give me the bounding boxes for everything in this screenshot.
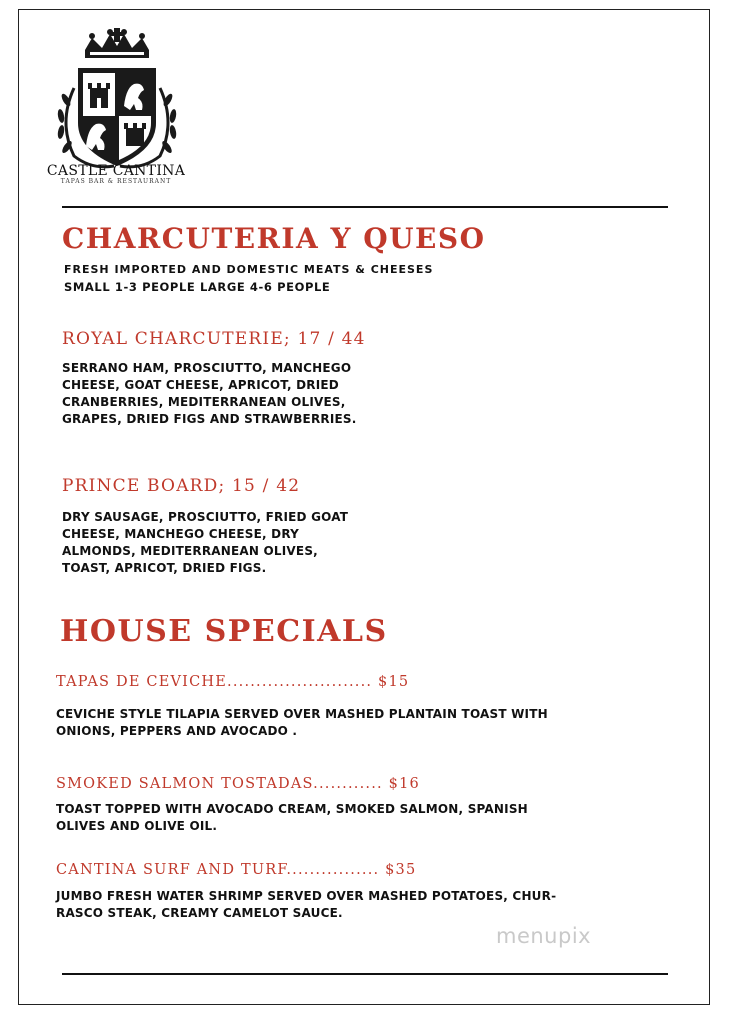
charcuteria-subtitle-1: FRESH IMPORTED AND DOMESTIC MEATS & CHEESES (64, 263, 434, 276)
desc-line: ALMONDS, MEDITERRANEAN OLIVES, (62, 544, 318, 558)
item-desc-royal-charcuterie (62, 360, 382, 428)
section-title-charcuteria: CHARCUTERIA Y QUESO (62, 222, 486, 255)
desc-line: CHEESE, GOAT CHEESE, APRICOT, DRIED (62, 378, 339, 392)
item-title-cantina-surf-and-turf: CANTINA SURF AND TURF................ $35 (56, 862, 417, 878)
desc-line: TOAST TOPPED WITH AVOCADO CREAM, SMOKED SALMON, SPANISH (56, 802, 528, 816)
brand-name: CASTLE CANTINA (46, 163, 186, 179)
bottom-divider (62, 973, 668, 975)
item-desc-smoked-salmon-tostadas (56, 801, 576, 835)
desc-line: GRAPES, DRIED FIGS AND STRAWBERRIES. (62, 412, 357, 426)
desc-line: JUMBO FRESH WATER SHRIMP SERVED OVER MASHED POTATOES, CHUR- (56, 889, 557, 903)
item-desc-cantina-surf-and-turf (56, 888, 576, 922)
desc-line: CHEESE, MANCHEGO CHEESE, DRY (62, 527, 300, 541)
top-divider (62, 206, 668, 208)
desc-line: OLIVES AND OLIVE OIL. (56, 819, 218, 833)
desc-line: CEVICHE STYLE TILAPIA SERVED OVER MASHED PLANTAIN TOAST WITH (56, 707, 548, 721)
desc-line: ONIONS, PEPPERS AND AVOCADO . (56, 724, 298, 738)
brand-tagline: TAPAS BAR & RESTAURANT (60, 178, 172, 185)
item-title-royal-charcuterie: ROYAL CHARCUTERIE; 17 / 44 (62, 329, 366, 349)
item-desc-tapas-de-ceviche (56, 706, 576, 740)
desc-line: TOAST, APRICOT, DRIED FIGS. (62, 561, 267, 575)
menupix-watermark: menupix (496, 924, 592, 948)
item-desc-prince-board (62, 509, 382, 577)
desc-line: SERRANO HAM, PROSCIUTTO, MANCHEGO (62, 361, 352, 375)
crown-icon (85, 28, 149, 58)
item-title-prince-board: PRINCE BOARD; 15 / 42 (62, 476, 301, 496)
desc-line: RASCO STEAK, CREAMY CAMELOT SAUCE. (56, 906, 343, 920)
section-title-house-specials: HOUSE SPECIALS (60, 614, 388, 649)
item-title-tapas-de-ceviche: TAPAS DE CEVICHE......................... $15 (56, 674, 410, 690)
charcuteria-subtitle-2: SMALL 1-3 PEOPLE LARGE 4-6 PEOPLE (64, 280, 331, 294)
shield-icon (78, 68, 156, 166)
desc-line: CRANBERRIES, MEDITERRANEAN OLIVES, (62, 395, 346, 409)
desc-line: DRY SAUSAGE, PROSCIUTTO, FRIED GOAT (62, 510, 349, 524)
item-title-smoked-salmon-tostadas: SMOKED SALMON TOSTADAS............ $16 (56, 776, 420, 792)
